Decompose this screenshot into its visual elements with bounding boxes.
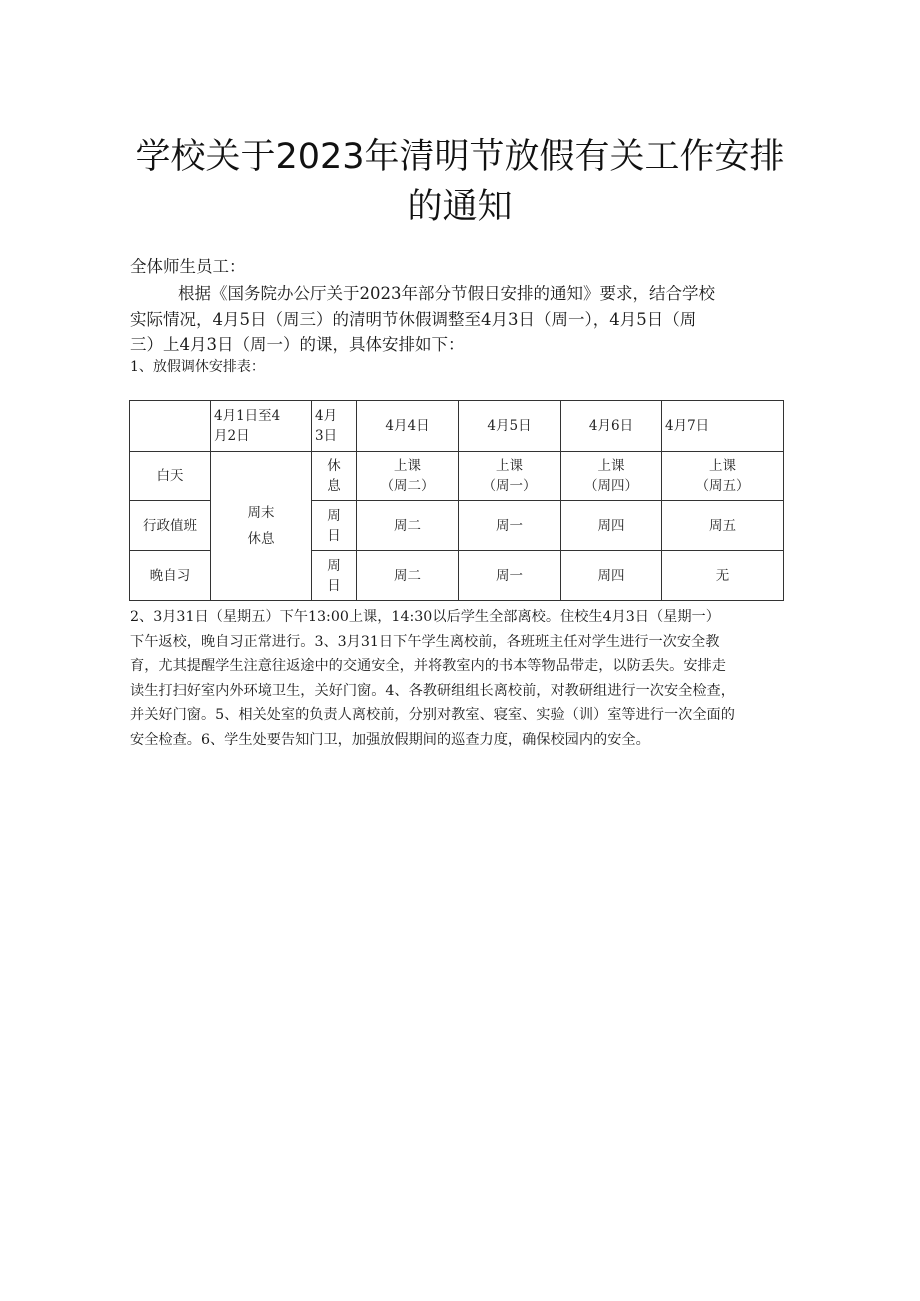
holiday-schedule-table	[129, 400, 784, 601]
table-header-apr1-2: 4月1日至4 月2日	[211, 401, 312, 452]
salutation: 全体师生员工：	[130, 257, 246, 276]
table-cell: 上课 （周一）	[459, 452, 561, 501]
table-cell: 上课 （周二）	[357, 452, 459, 501]
merged-weekend-rest-cell: 周末 休息	[211, 452, 312, 601]
row-label-daytime: 白天	[130, 452, 211, 501]
table-cell: 周四	[561, 551, 662, 601]
table-header-apr5: 4月5日	[459, 401, 561, 452]
table-cell: 周二	[357, 551, 459, 601]
row-label-evening-study: 晚自习	[130, 551, 211, 601]
body-paragraph	[130, 605, 796, 752]
body-line: 育，尤其提醒学生注意往返途中的交通安全，并将教室内的书本等物品带走，以防丢失。安排走	[130, 658, 726, 674]
body-line: 读生打扫好室内外环境卫生，关好门窗。4、各教研组组长离校前，对教研组进行一次安全检查，	[130, 682, 735, 699]
table-row	[130, 452, 784, 501]
item-1-heading: 1、放假调休安排表：	[130, 359, 265, 375]
table-cell-apr3: 周 日	[312, 551, 357, 601]
intro-line: 实际情况，4月5日（周三）的清明节休假调整至4月3日（周一），4月5日（周	[130, 309, 697, 329]
document-title-line-1: 学校关于2023年清明节放假有关工作安排	[135, 137, 785, 177]
body-line: 安全检查。6、学生处要告知门卫，加强放假期间的巡查力度，确保校园内的安全。	[130, 731, 650, 748]
table-cell: 上课 （周五）	[662, 452, 784, 501]
table-cell: 周二	[357, 501, 459, 551]
table-cell: 周一	[459, 551, 561, 601]
intro-line: 三）上4月3日（周一）的课，具体安排如下：	[130, 335, 465, 354]
table-cell: 周一	[459, 501, 561, 551]
intro-line: 根据《国务院办公厅关于2023年部分节假日安排的通知》要求，结合学校	[178, 284, 715, 303]
table-cell: 周四	[561, 501, 662, 551]
intro-paragraph	[130, 281, 786, 358]
table-cell: 无	[662, 551, 784, 601]
document-title-line-2: 的通知	[407, 187, 513, 227]
row-label-admin-duty: 行政值班	[130, 501, 211, 551]
table-header-corner	[130, 401, 211, 452]
body-line: 2、3月31日（星期五）下午13:00上课，14:30以后学生全部离校。住校生4月3日（星期一）	[130, 609, 720, 625]
table-cell: 周五	[662, 501, 784, 551]
table-header-apr7: 4月7日	[662, 401, 784, 452]
table-cell-apr3: 周 日	[312, 501, 357, 551]
table-header-apr6: 4月6日	[561, 401, 662, 452]
table-cell: 上课 （周四）	[561, 452, 662, 501]
table-cell-apr3: 休 息	[312, 452, 357, 501]
body-line: 下午返校，晚自习正常进行。3、3月31日下午学生离校前，各班班主任对学生进行一次安全教	[130, 633, 720, 650]
table-header-row	[130, 401, 784, 452]
body-line: 并关好门窗。5、相关处室的负责人离校前，分别对教室、寝室、实验（训）室等进行一次全面的	[130, 707, 735, 723]
table-header-apr3: 4月 3日	[312, 401, 357, 452]
table-header-apr4: 4月4日	[357, 401, 459, 452]
